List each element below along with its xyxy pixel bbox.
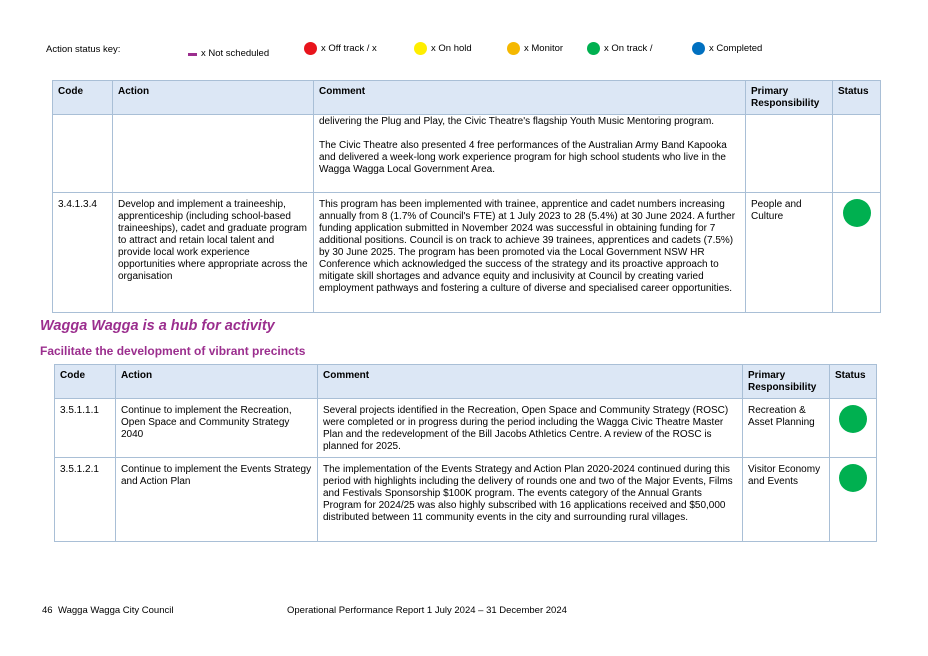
cell-responsibility: Visitor Economy and Events [743,458,830,542]
cell-action: Continue to implement the Events Strategy and Action Plan [116,458,318,542]
key-item-label: x Not scheduled [201,48,270,59]
key-item-completed [692,42,762,55]
table-row [55,399,877,458]
cell-status [833,115,881,193]
table-row [53,115,881,193]
key-item-on-hold [414,42,472,55]
section-title: Wagga Wagga is a hub for activity [40,318,275,334]
cell-responsibility: People and Culture [746,193,833,313]
header-status: Status [833,81,881,115]
footer-organisation: Wagga Wagga City Council [58,605,174,616]
cell-code: 3.5.1.2.1 [55,458,116,542]
cell-status [830,458,877,542]
cell-status [830,399,877,458]
header-comment: Comment [318,365,743,399]
header-responsibility: Primary Responsibility [743,365,830,399]
key-item-label: x On hold [431,43,472,54]
green-circle-icon [587,42,600,55]
header-responsibility: Primary Responsibility [746,81,833,115]
cell-code: 3.4.1.3.4 [53,193,113,313]
header-action: Action [113,81,314,115]
table-row [55,458,877,542]
cell-responsibility: Recreation & Asset Planning [743,399,830,458]
status-on-track-icon [839,464,867,492]
header-status: Status [830,365,877,399]
cell-action [113,115,314,193]
key-item-monitor [507,42,563,55]
status-on-track-icon [843,199,871,227]
cell-code: 3.5.1.1.1 [55,399,116,458]
key-item-label: x Monitor [524,43,564,54]
blue-circle-icon [692,42,705,55]
cell-action: Develop and implement a traineeship, apprenticeship (including school-based traineeships), cadet and graduate program to attract and retain local talent and provide local work experience opportunities where appropriate across the organisation [113,193,314,313]
red-circle-icon [304,42,317,55]
cell-code [53,115,113,193]
cell-status [833,193,881,313]
key-item-off-track [304,42,377,55]
table-row [53,193,881,313]
header-action: Action [116,365,318,399]
amber-circle-icon [507,42,520,55]
section-subtitle: Facilitate the development of vibrant precincts [40,344,306,358]
header-code: Code [55,365,116,399]
dash-icon [188,53,197,56]
comment-paragraph: The Civic Theatre also presented 4 free performances of the Australian Army Band Kapooka and delivered a week-long work experience program for high school students who live in the Wagga Wagga Local Government Area. [319,140,727,175]
cell-action: Continue to implement the Recreation, Open Space and Community Strategy 2040 [116,399,318,458]
key-item-label: x Completed [709,43,763,54]
status-on-track-icon [839,405,867,433]
comment-paragraph: delivering the Plug and Play, the Civic Theatre's flagship Youth Music Mentoring program. [319,116,715,127]
cell-comment [314,193,746,313]
key-item-label: x On track / [604,43,653,54]
cell-comment: The implementation of the Events Strategy and Action Plan 2020-2024 continued during this period with highlights including the delivery of rounds one and two of the Major Events, Films and Festivals Sponsorship $100K program. The events category of the Annual Grants Program for 2024/25 was also highly subscribed with 16 applications received and $50,000 distributed between 11 community events in the city and surrounding rural villages. [318,458,743,542]
table-header-row [55,365,877,399]
cell-comment: Several projects identified in the Recreation, Open Space and Community Strategy (ROSC) were completed or in progress during the period including the Wagga Civic Theatre Master Plan and the redevelopment of the Bill Jacobs Athletics Centre. A review of the ROSC is planned for 2025. [318,399,743,458]
actions-table-1 [52,80,881,313]
header-code: Code [53,81,113,115]
key-item-not-scheduled [188,42,269,59]
status-key [46,42,928,60]
key-item-label: x Off track / x [321,43,377,54]
key-item-on-track [587,42,653,55]
status-key-label: Action status key: [46,44,121,55]
footer-report-title: Operational Performance Report 1 July 2024 – 31 December 2024 [287,605,567,616]
yellow-circle-icon [414,42,427,55]
cell-comment [314,115,746,193]
header-comment: Comment [314,81,746,115]
comment-paragraph: This program has been implemented with trainee, apprentice and cadet numbers increasing annually from 8 (1.7% of Council's FTE) at 1 July 2023 to 28 (5.4%) at 30 June 2024. A further funding application submitted in November 2024 was successful in obtaining funding for 7 additional positions. Council is on track to achieve 39 trainees, apprentices and cadets (7.5%) by 30 June 2025. The program has been promoted via the Local Government NSW HR Conference which acknowledged the success of the strategy and its proactive approach to mitigate skill shortages and advance equity and inclusivity at Council by creating varied employment pathways and fostering a culture of diverse and specialised career opportunities. [319,199,736,294]
cell-responsibility [746,115,833,193]
actions-table-2 [54,364,877,542]
footer-page-number: 46 [42,605,53,616]
table-header-row [53,81,881,115]
